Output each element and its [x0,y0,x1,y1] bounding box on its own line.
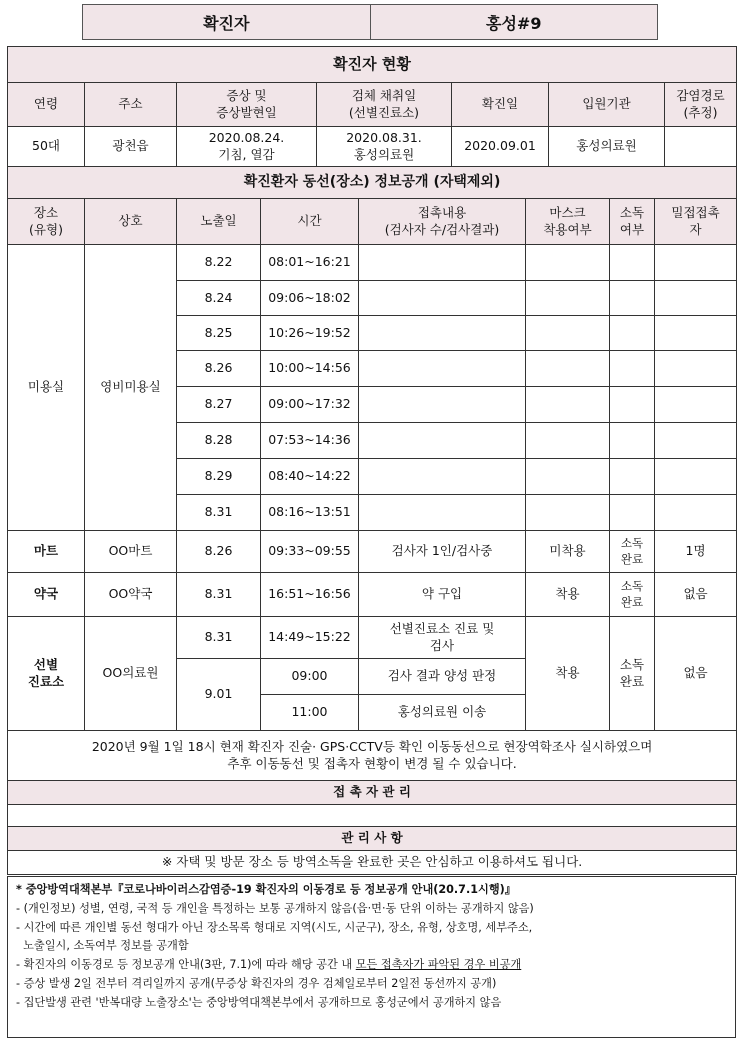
salon-time: 10:26~19:52 [261,316,359,351]
status-cell-hospital: 홍성의료원 [549,127,665,167]
header-right: 홍성#9 [486,13,542,33]
investigation-note: 2020년 9월 1일 18시 현재 확진자 진술· GPS·CCTV등 확인 이동동선으로 현장역학조사 실시하였으며 추후 이동동선 및 접촉자 현황이 변경 될 수 있습니다. [8,731,737,781]
clinic-contact: 홍성의료원 이송 [359,695,526,731]
clinic-name: OO의료원 [85,617,177,731]
guideline-item: - 증상 발생 2일 전부터 격리일까지 공개(무증상 확진자의 경우 검체일로부터 2일전 동선까지 공개) [16,976,497,990]
movement-header: 소독 여부 [610,199,655,245]
clinic-place: 선별 진료소 [8,617,85,731]
guideline-item: - (개인정보) 성별, 연령, 국적 등 개인을 특정하는 보통 공개하지 않음(읍·면·동 단위 이하는 공개하지 않음) [16,901,534,915]
header-left: 확진자 [83,5,371,39]
mart-disinfect: 소독 완료 [610,531,655,573]
mart-name: OO마트 [85,531,177,573]
movement-header-row [8,199,737,245]
salon-date: 8.26 [177,351,261,387]
clinic-mask: 착용 [526,617,610,731]
salon-name: 영비미용실 [85,245,177,531]
pharmacy-place: 약국 [8,573,85,617]
status-table [7,46,737,167]
movement-title: 확진환자 동선(장소) 정보공개 (자택제외) [8,167,737,199]
movement-header: 노출일 [177,199,261,245]
clinic-date: 8.31 [177,617,261,659]
mart-mask: 미착용 [526,531,610,573]
status-cell-symptom: 2020.08.24. 기침, 열감 [177,127,317,167]
status-row [8,127,737,167]
pharmacy-mask: 착용 [526,573,610,617]
guideline-item: - 확진자의 이동경로 등 정보공개 안내(3판, 7.1)에 따라 해당 공간 내 [16,958,353,972]
clinic-close: 없음 [655,617,737,731]
clinic-date: 9.01 [177,659,261,731]
salon-date: 8.28 [177,423,261,459]
contacts-body [8,805,737,827]
status-header: 주소 [85,83,177,127]
management-title: 관 리 사 항 [8,827,737,851]
status-header: 연령 [8,83,85,127]
salon-date: 8.22 [177,245,261,281]
salon-time: 08:40~14:22 [261,459,359,495]
status-cell-address: 광천읍 [85,127,177,167]
status-title: 확진자 현황 [8,47,737,83]
salon-date: 8.29 [177,459,261,495]
mart-row [8,531,737,573]
salon-row [8,245,737,281]
salon-date: 8.27 [177,387,261,423]
movement-header: 시간 [261,199,359,245]
movement-header: 상호 [85,199,177,245]
mart-place: 마트 [8,531,85,573]
status-header: 확진일 [452,83,549,127]
pharmacy-date: 8.31 [177,573,261,617]
guideline-heading: * 중앙방역대책본부『코로나바이러스감염증-19 확진자의 이동경로 등 정보공개 안내(20.7.1시행)』 [16,883,516,896]
status-header: 증상 및 증상발현일 [177,83,317,127]
pharmacy-row [8,573,737,617]
clinic-contact: 선별진료소 진료 및 검사 [359,617,526,659]
clinic-row [8,617,737,659]
salon-time: 10:00~14:56 [261,351,359,387]
guideline-item: - 집단발생 관련 '반복대량 노출장소'는 중앙방역대책본부에서 공개하므로 홍성군에서 공개하지 않음 [16,995,502,1009]
clinic-time: 11:00 [261,695,359,731]
status-header-row [8,83,737,127]
guideline-underlined: 모든 접촉자가 파악된 경우 비공개 [355,958,522,972]
guideline-item-wrap [16,956,727,975]
movement-table [7,166,737,875]
status-cell-age: 50대 [8,127,85,167]
mart-date: 8.26 [177,531,261,573]
pharmacy-contact: 약 구입 [359,573,526,617]
salon-time: 08:16~13:51 [261,495,359,531]
salon-date: 8.25 [177,316,261,351]
salon-time: 09:00~17:32 [261,387,359,423]
status-header: 검체 채취일 (선별진료소) [317,83,452,127]
pharmacy-time: 16:51~16:56 [261,573,359,617]
contacts-title: 접 촉 자 관 리 [8,781,737,805]
status-cell-route [665,127,737,167]
salon-date: 8.31 [177,495,261,531]
salon-time: 08:01~16:21 [261,245,359,281]
movement-header: 마스크 착용여부 [526,199,610,245]
clinic-disinfect: 소독 완료 [610,617,655,731]
header-bar [82,4,658,40]
movement-header: 밀접접촉 자 [655,199,737,245]
clinic-time: 09:00 [261,659,359,695]
mart-close: 1명 [655,531,737,573]
status-header: 감염경로 (추정) [665,83,737,127]
salon-date: 8.24 [177,281,261,316]
guideline-item: 노출일시, 소독여부 정보를 공개함 [16,939,189,953]
status-header: 입원기관 [549,83,665,127]
movement-header: 장소 (유형) [8,199,85,245]
salon-time: 07:53~14:36 [261,423,359,459]
disclosure-guidelines [7,876,736,1038]
guideline-item: - 시간에 따른 개인별 동선 형대가 아닌 장소목록 형대로 지역(시도, 시군구), 장소, 유형, 상호명, 세부주소, [16,920,533,934]
status-cell-confirm: 2020.09.01 [452,127,549,167]
mart-contact: 검사자 1인/검사중 [359,531,526,573]
pharmacy-disinfect: 소독 완료 [610,573,655,617]
pharmacy-close: 없음 [655,573,737,617]
management-body: ※ 자택 및 방문 장소 등 방역소독을 완료한 곳은 안심하고 이용하셔도 됩니다. [8,851,737,875]
salon-time: 09:06~18:02 [261,281,359,316]
clinic-contact: 검사 결과 양성 판정 [359,659,526,695]
salon-place: 미용실 [8,245,85,531]
clinic-time: 14:49~15:22 [261,617,359,659]
status-cell-sample: 2020.08.31. 홍성의료원 [317,127,452,167]
mart-time: 09:33~09:55 [261,531,359,573]
pharmacy-name: OO약국 [85,573,177,617]
movement-header: 접촉내용 (검사자 수/검사결과) [359,199,526,245]
